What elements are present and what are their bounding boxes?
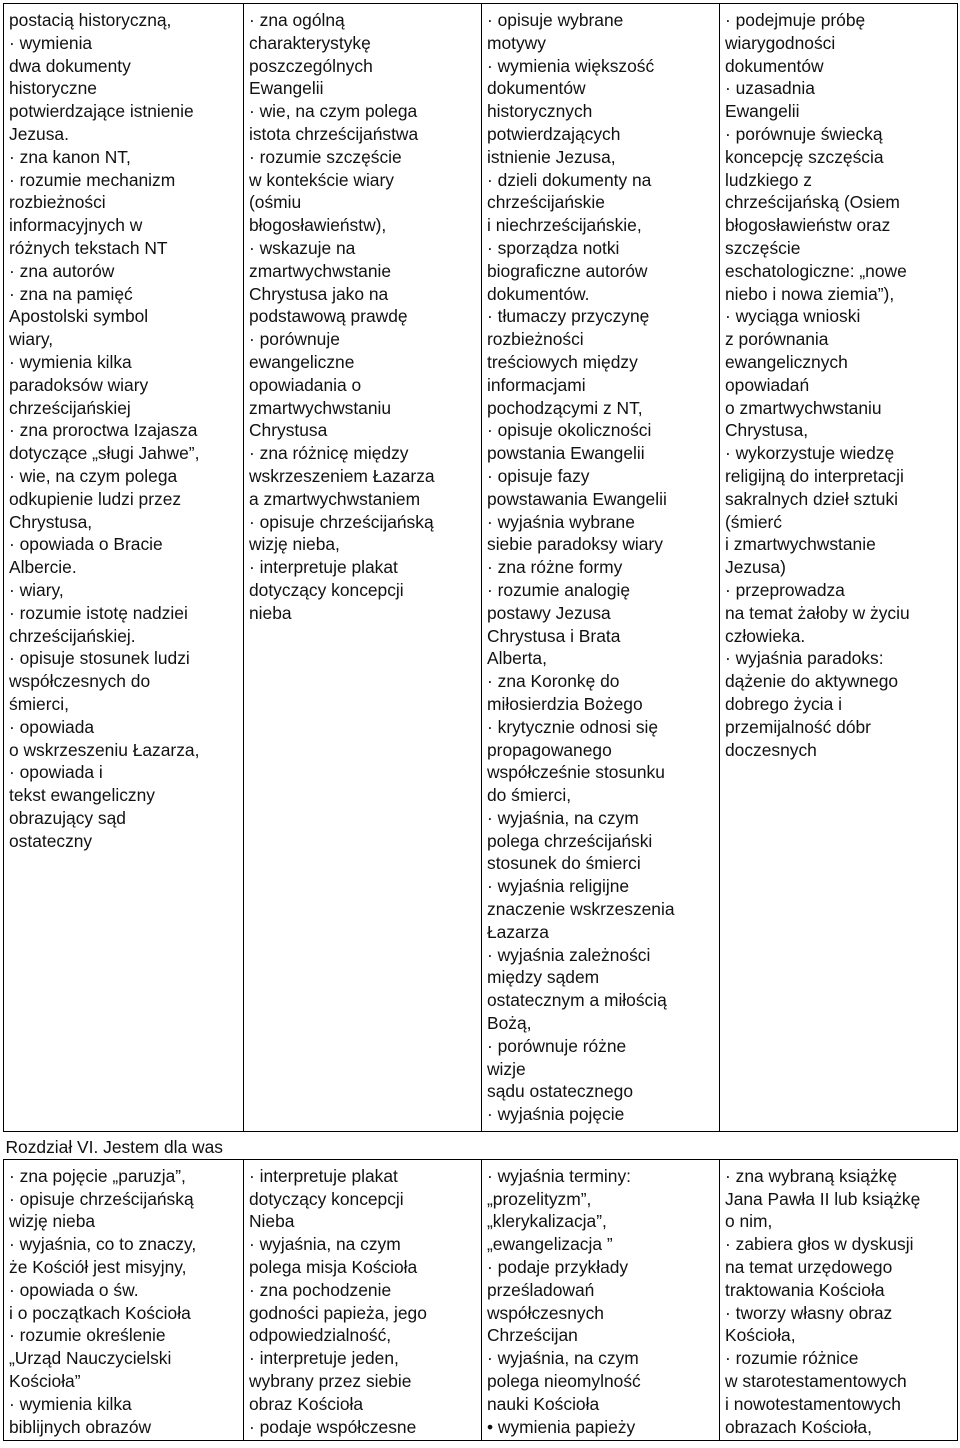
cell-advanced-requirements [482, 4, 720, 1132]
list-item: znaczenie wskrzeszenia [487, 899, 675, 920]
list-item: · zna autorów [9, 260, 115, 281]
list-item: zmartwychwstanie [249, 260, 392, 281]
list-item: dotyczące „sługi Jahwe”, [9, 443, 200, 464]
list-item: Jana Pawła II lub książkę [725, 1188, 921, 1209]
list-item: dotyczący koncepcji [249, 579, 404, 600]
list-item: ewangelicznych [725, 351, 848, 372]
list-item: chrześcijańskiej [9, 397, 131, 418]
list-item: odpowiedzialność, [249, 1325, 392, 1346]
list-item: w kontekście wiary [249, 169, 394, 190]
list-item: wskrzeszeniem Łazarza [249, 465, 435, 486]
list-item: · rozumie szczęście [249, 146, 402, 167]
list-item: · wyjaśnia terminy: [487, 1165, 631, 1186]
list-item: · wyjaśnia zależności [487, 944, 651, 965]
list-item: · wyjaśnia, na czym [487, 1348, 639, 1369]
list-item: · zabiera głos w dyskusji [725, 1234, 914, 1255]
list-item: · wyjaśnia, co to znaczy, [9, 1234, 197, 1255]
list-item: (śmierć [725, 511, 782, 532]
list-item: · zna Koronkę do [487, 671, 620, 692]
list-item: · sporządza notki [487, 237, 620, 258]
list-item: obrazach Kościoła, [725, 1416, 872, 1437]
list-item: · wyjaśnia wybrane [487, 511, 635, 532]
list-item: ewangeliczne [249, 351, 355, 372]
list-item: „klerykalizacja”, [487, 1211, 607, 1232]
list-item: chrześcijańskie [487, 192, 605, 213]
list-item: · wymienia kilka [9, 1393, 132, 1414]
list-item: · przeprowadza [725, 579, 845, 600]
list-item: o wskrzeszeniu Łazarza, [9, 739, 200, 760]
list-item: · tłumaczy przyczynę [487, 306, 650, 327]
cell-basic-requirements [4, 1159, 244, 1441]
list-item: między sądem [487, 967, 600, 988]
list-item: · rozumie mechanizm [9, 169, 176, 190]
list-item: i zmartwychwstanie [725, 534, 876, 555]
list-item: błogosławieństw oraz [725, 215, 891, 236]
list-item: · wyjaśnia religijne [487, 876, 630, 897]
list-item: z porównania [725, 329, 829, 350]
list-item: eschatologiczne: „nowe [725, 260, 907, 281]
list-item: niebo i nowa ziemia”), [725, 283, 895, 304]
list-item: dążenie do aktywnego [725, 671, 899, 692]
list-item: Kościoła” [9, 1370, 81, 1391]
list-item: polega chrześcijański [487, 830, 653, 851]
list-item: i o początkach Kościoła [9, 1302, 191, 1323]
list-item: · wyjaśnia pojęcie [487, 1104, 625, 1125]
list-item: · opisuje fazy [487, 465, 590, 486]
list-item: Kościoła, [725, 1325, 796, 1346]
list-item: · wykorzystuje wiedzę [725, 443, 895, 464]
list-item: sądu ostatecznego [487, 1081, 633, 1102]
list-item: · porównuje różne [487, 1035, 627, 1056]
list-item: wizję nieba, [249, 534, 340, 555]
list-item: człowieka. [725, 625, 806, 646]
list-item: dotyczący koncepcji [249, 1188, 404, 1209]
list-item: Chrystusa jako na [249, 283, 389, 304]
list-item: · zna kanon NT, [9, 146, 131, 167]
list-item: współcześnie stosunku [487, 762, 665, 783]
list-item: · zna na pamięć [9, 283, 133, 304]
list-item: przemijalność dóbr [725, 716, 871, 737]
list-item: · zna różnicę między [249, 443, 409, 464]
list-item: · wymienia większość [487, 55, 655, 76]
list-item: motywy [487, 32, 546, 53]
section-header-row [4, 1132, 958, 1160]
list-item: · opisuje chrześcijańską [249, 511, 434, 532]
list-item: rozbieżności [9, 192, 106, 213]
list-item: · wskazuje na [249, 237, 356, 258]
list-item: charakterystykę [249, 32, 371, 53]
list-item: godności papieża, jego [249, 1302, 427, 1323]
list-item: · podejmuje próbę [725, 10, 866, 30]
list-item: istnienie Jezusa, [487, 146, 616, 167]
list-item: (ośmiu [249, 192, 302, 213]
list-item: postacią historyczną, [9, 10, 172, 30]
list-item: potwierdzające istnienie [9, 101, 194, 122]
list-item: biblijnych obrazów [9, 1416, 152, 1437]
list-item: że Kościół jest misyjny, [9, 1256, 187, 1277]
list-item: · rozumie analogię [487, 579, 631, 600]
list-item: · wymienia kilka [9, 351, 132, 372]
list-item: wizję nieba [9, 1211, 96, 1232]
list-item: · zna proroctwa Izajasza [9, 420, 198, 441]
list-item: · wie, na czym polega [249, 101, 418, 122]
list-item: miłosierdzia Bożego [487, 693, 643, 714]
list-item: na temat urzędowego [725, 1256, 893, 1277]
list-item: błogosławieństw), [249, 215, 387, 236]
list-item: · interpretuje jeden, [249, 1348, 399, 1369]
list-item: · tworzy własny obraz [725, 1302, 893, 1323]
list-item: powstania Ewangelii [487, 443, 645, 464]
list-item: na temat żałoby w życiu [725, 602, 910, 623]
cell-advanced-requirements [482, 1159, 720, 1441]
list-item: ostateczny [9, 830, 93, 851]
list-item: rozbieżności [487, 329, 584, 350]
list-item: odkupienie ludzi przez [9, 488, 182, 509]
list-item: Nieba [249, 1211, 295, 1232]
list-item: opowiadania o [249, 374, 362, 395]
list-item: wiarygodności [725, 32, 836, 53]
list-item: · wyjaśnia, na czym [249, 1234, 401, 1255]
section-cell [4, 1132, 958, 1160]
list-item: pochodzącymi z NT, [487, 397, 643, 418]
list-item: traktowania Kościoła [725, 1279, 885, 1300]
cell-extended-requirements [244, 1159, 482, 1441]
list-item: chrześcijańskiej. [9, 625, 136, 646]
list-item: powstawania Ewangelii [487, 488, 667, 509]
list-item: polega nieomylność [487, 1370, 641, 1391]
list-item: · zna wybraną książkę [725, 1165, 898, 1186]
cell-basic-requirements [4, 4, 244, 1132]
list-item: istota chrześcijaństwa [249, 123, 419, 144]
list-item: ostatecznym a miłością [487, 990, 667, 1011]
list-item: do śmierci, [487, 785, 572, 806]
list-item: prześladowań [487, 1279, 595, 1300]
list-item: i nowotestamentowych [725, 1393, 901, 1414]
list-item: Albercie. [9, 557, 77, 578]
list-item: · zna pochodzenie [249, 1279, 392, 1300]
list-item: Ewangelii [725, 101, 800, 122]
list-item: Chrystusa i Brata [487, 625, 621, 646]
list-item: Alberta, [487, 648, 547, 669]
list-item: szczęście [725, 237, 801, 258]
list-item: w starotestamentowych [725, 1370, 907, 1391]
list-item: · wiary, [9, 579, 64, 600]
list-item: · podaje przykłady [487, 1256, 629, 1277]
list-item: dokumentów. [487, 283, 590, 304]
list-item: tekst ewangeliczny [9, 785, 155, 806]
list-item: polega misja Kościoła [249, 1256, 418, 1277]
list-item: sakralnych dzieł sztuki [725, 488, 899, 509]
list-item: dokumentów [487, 78, 586, 99]
list-item: współczesnych do [9, 671, 151, 692]
list-item: · interpretuje plakat [249, 557, 398, 578]
list-item: religijną do interpretacji [725, 465, 904, 486]
cell-excellent-requirements [720, 4, 958, 1132]
list-item: obrazujący sąd [9, 807, 126, 828]
list-item: Jezusa) [725, 557, 786, 578]
list-item: ludzkiego z [725, 169, 813, 190]
list-item: · krytycznie odnosi się [487, 716, 659, 737]
list-item: · opowiada o Bracie [9, 534, 163, 555]
list-item: · zna pojęcie „paruzja”, [9, 1165, 186, 1186]
list-item: paradoksów wiary [9, 374, 149, 395]
list-item: · dzieli dokumenty na [487, 169, 652, 190]
list-item: Bożą, [487, 1013, 532, 1034]
list-item: wizje [487, 1058, 526, 1079]
list-item: · zna różne formy [487, 557, 623, 578]
list-item: informacyjnych w [9, 215, 143, 236]
list-item: · wyciąga wnioski [725, 306, 861, 327]
list-item: śmierci, [9, 693, 69, 714]
list-item: · wymienia [9, 32, 93, 53]
list-item: Chrześcijan [487, 1325, 578, 1346]
list-item: opowiadań [725, 374, 810, 395]
list-item: i niechrześcijańskie, [487, 215, 642, 236]
list-item: chrześcijańską (Osiem [725, 192, 900, 213]
list-item: różnych tekstach NT [9, 237, 168, 258]
list-item: Chrystusa, [9, 511, 93, 532]
list-item: treściowych między [487, 351, 638, 372]
list-item: a zmartwychwstaniem [249, 488, 421, 509]
list-item: · wyjaśnia paradoks: [725, 648, 884, 669]
list-item: · zna ogólną [249, 10, 345, 30]
list-item: współczesnych [487, 1302, 604, 1323]
list-item: nauki Kościoła [487, 1393, 600, 1414]
list-item: · wie, na czym polega [9, 465, 178, 486]
list-item: o zmartwychwstaniu [725, 397, 882, 418]
list-item: historyczne [9, 78, 97, 99]
list-item: · opowiada o św. [9, 1279, 139, 1300]
list-item: obraz Kościoła [249, 1393, 364, 1414]
list-item: · rozumie określenie [9, 1325, 166, 1346]
list-item: · interpretuje plakat [249, 1165, 398, 1186]
list-item: · wyjaśnia, na czym [487, 807, 639, 828]
list-item: dobrego życia i [725, 693, 842, 714]
list-item: · podaje współczesne [249, 1416, 417, 1437]
list-item: potwierdzających [487, 123, 621, 144]
list-item: wiary, [9, 329, 54, 350]
list-item: doczesnych [725, 739, 817, 760]
list-item: · rozumie istotę nadziei [9, 602, 188, 623]
list-item: zmartwychwstaniu [249, 397, 392, 418]
list-item: · uzasadnia [725, 78, 815, 99]
list-item: dwa dokumenty [9, 55, 131, 76]
list-item: „prozelityzm”, [487, 1188, 592, 1209]
list-item: Ewangelii [249, 78, 324, 99]
list-item: · opisuje stosunek ludzi [9, 648, 190, 669]
list-item: · opisuje chrześcijańską [9, 1188, 194, 1209]
list-item: historycznych [487, 101, 593, 122]
list-item: siebie paradoksy wiary [487, 534, 663, 555]
list-item: · porównuje świecką [725, 123, 883, 144]
cell-extended-requirements [244, 4, 482, 1132]
list-item: wybrany przez siebie [249, 1370, 412, 1391]
list-item: Chrystusa [249, 420, 328, 441]
list-item: koncepcję szczęścia [725, 146, 884, 167]
list-item: informacjami [487, 374, 586, 395]
list-item: poszczególnych [249, 55, 373, 76]
list-item: stosunek do śmierci [487, 853, 641, 874]
section-title: Rozdział VI. Jestem dla was [5, 1137, 223, 1157]
list-item: dokumentów [725, 55, 824, 76]
list-item: Apostolski symbol [9, 306, 149, 327]
list-item: biograficzne autorów [487, 260, 648, 281]
list-item: Jezusa. [9, 123, 69, 144]
list-item: · opisuje okoliczności [487, 420, 652, 441]
list-item: · porównuje [249, 329, 340, 350]
cell-excellent-requirements [720, 1159, 958, 1441]
list-item: Chrystusa, [725, 420, 809, 441]
list-item: · opowiada i [9, 762, 103, 783]
list-item: Łazarza [487, 921, 549, 942]
list-item: o nim, [725, 1211, 773, 1232]
list-item: propagowanego [487, 739, 612, 760]
table-row [4, 4, 958, 1132]
table-row [4, 1159, 958, 1441]
list-item: · opisuje wybrane [487, 10, 624, 30]
list-item: · opowiada [9, 716, 95, 737]
list-item: postawy Jezusa [487, 602, 611, 623]
list-item: „Urząd Nauczycielski [9, 1348, 172, 1369]
curriculum-table [3, 3, 958, 1441]
list-item: • wymienia papieży [487, 1416, 636, 1437]
list-item: „ewangelizacja ” [487, 1234, 613, 1255]
list-item: podstawową prawdę [249, 306, 408, 327]
list-item: nieba [249, 602, 292, 623]
list-item: · rozumie różnice [725, 1348, 859, 1369]
